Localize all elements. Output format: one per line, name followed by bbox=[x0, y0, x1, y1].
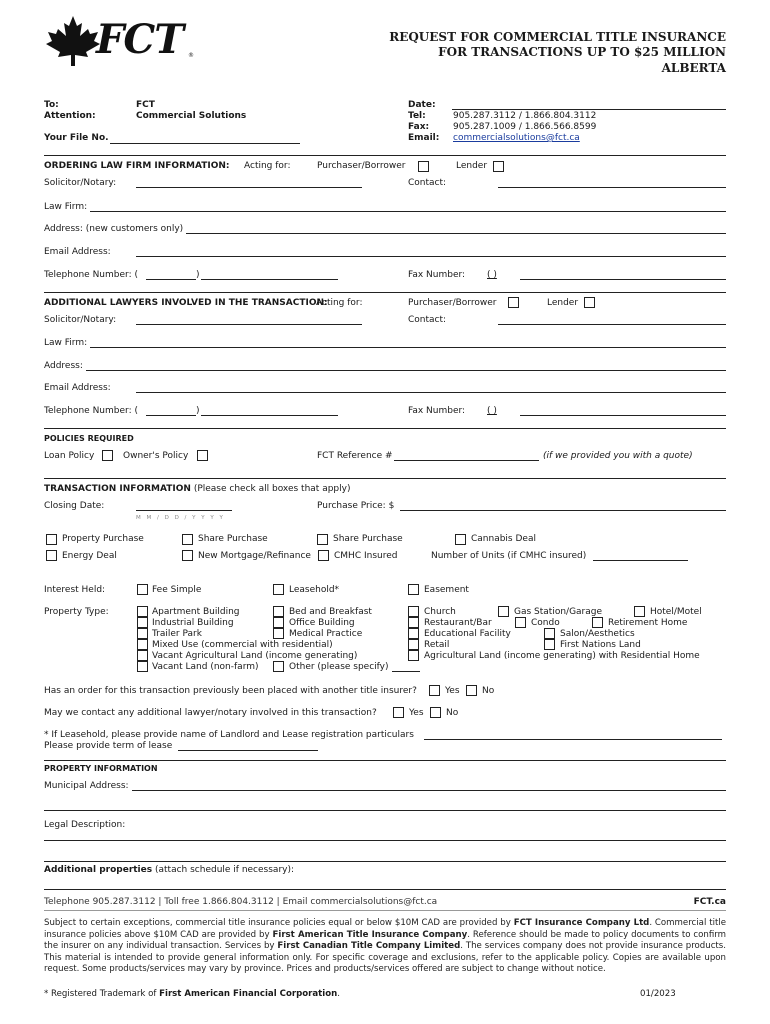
new-mortgage-checkbox[interactable] bbox=[182, 550, 193, 561]
disclaimer-part-4: . The services company does not provide insurance products. This material is intended to provide general information only. For specific coverage and exclusions, refer to the applicable policy. Copies are available upon request. Some products/services may vary by province. Prices and products/services offered are subject to change without notice. bbox=[44, 941, 727, 975]
leasehold-particulars-field[interactable] bbox=[424, 739, 722, 740]
vacant-nonfarm-label: Vacant Land (non-farm) bbox=[152, 662, 259, 672]
first-nations-checkbox[interactable] bbox=[544, 639, 555, 650]
contact-lawyer-question: May we contact any additional lawyer/notary involved in this transaction? bbox=[44, 708, 377, 718]
fax-label: Fax: bbox=[408, 122, 430, 132]
additional-acting-for: Acting for: bbox=[316, 298, 363, 308]
ordering-contact-label: Contact: bbox=[408, 178, 447, 188]
date-label: Date: bbox=[408, 100, 436, 110]
trailer-checkbox[interactable] bbox=[137, 628, 148, 639]
fax-value: 905.287.1009 / 1.866.566.8599 bbox=[453, 122, 597, 132]
section-divider bbox=[44, 155, 726, 156]
to-value: FCT bbox=[136, 100, 155, 110]
tel-label: Tel: bbox=[408, 111, 426, 121]
church-checkbox[interactable] bbox=[408, 606, 419, 617]
property-purchase-label: Property Purchase bbox=[62, 534, 144, 544]
ordering-contact-field[interactable] bbox=[498, 187, 726, 188]
ordering-solicitor-field[interactable] bbox=[136, 187, 362, 188]
disclaimer-part-3: . Reference should be made to policy documents to confirm the insurer on any individual transaction. Services by bbox=[44, 929, 727, 952]
gas-station-checkbox[interactable] bbox=[498, 606, 509, 617]
easement-label: Easement bbox=[424, 585, 469, 595]
ordering-telephone-label: Telephone Number: ( bbox=[44, 270, 138, 280]
owner-policy-label: Owner's Policy bbox=[123, 451, 189, 461]
contact-lawyer-yes-checkbox[interactable] bbox=[393, 707, 404, 718]
form-title-line2: FOR TRANSACTIONS UP TO $25 MILLION bbox=[438, 45, 726, 59]
cmhc-insured-label: CMHC Insured bbox=[334, 551, 398, 561]
footer-disclaimer bbox=[44, 918, 726, 976]
additional-solicitor-field[interactable] bbox=[136, 324, 362, 325]
additional-lawfirm-label: Law Firm: bbox=[44, 338, 88, 348]
additional-fax-area[interactable]: ( ) bbox=[487, 406, 497, 416]
hotel-label: Hotel/Motel bbox=[650, 607, 702, 617]
ordering-lawfirm-field[interactable] bbox=[90, 211, 726, 212]
email-link[interactable]: commercialsolutions@fct.ca bbox=[453, 133, 580, 143]
property-heading: PROPERTY INFORMATION bbox=[44, 764, 158, 773]
energy-deal-label: Energy Deal bbox=[62, 551, 117, 561]
first-nations-label: First Nations Land bbox=[560, 640, 641, 650]
vacant-nonfarm-checkbox[interactable] bbox=[137, 661, 148, 672]
lease-term-label: Please provide term of lease bbox=[44, 741, 173, 751]
ordering-solicitor-label: Solicitor/Notary: bbox=[44, 178, 117, 188]
vacant-ag-label: Vacant Agricultural Land (income generating) bbox=[152, 651, 358, 661]
retail-label: Retail bbox=[424, 640, 450, 650]
additional-properties-field[interactable] bbox=[44, 889, 726, 890]
gas-station-label: Gas Station/Garage bbox=[514, 607, 603, 617]
share-purchase-2-checkbox[interactable] bbox=[317, 534, 328, 545]
other-checkbox[interactable] bbox=[273, 661, 284, 672]
mixed-use-checkbox[interactable] bbox=[137, 639, 148, 650]
additional-solicitor-label: Solicitor/Notary: bbox=[44, 315, 117, 325]
date-field[interactable] bbox=[452, 109, 726, 110]
additional-address-field[interactable] bbox=[86, 370, 726, 371]
share-purchase-2-label: Share Purchase bbox=[333, 534, 403, 544]
retirement-checkbox[interactable] bbox=[592, 617, 603, 628]
cmhc-insured-checkbox[interactable] bbox=[318, 550, 329, 561]
additional-lender-checkbox[interactable] bbox=[584, 297, 595, 308]
footer-contact-line: Telephone 905.287.3112 | Toll free 1.866.804.3112 | Email commercialsolutions@fct.ca bbox=[44, 897, 438, 907]
hotel-checkbox[interactable] bbox=[634, 606, 645, 617]
fee-simple-checkbox[interactable] bbox=[137, 584, 148, 595]
additional-telephone-label: Telephone Number: ( bbox=[44, 406, 138, 416]
municipal-address-field-2[interactable] bbox=[44, 810, 726, 811]
ag-residential-label: Agricultural Land (income generating) with Residential Home bbox=[424, 651, 700, 661]
ordering-address-label: Address: (new customers only) bbox=[44, 224, 184, 234]
trademark-end: . bbox=[337, 989, 340, 999]
bnb-checkbox[interactable] bbox=[273, 606, 284, 617]
office-label: Office Building bbox=[289, 618, 355, 628]
section-divider bbox=[44, 428, 726, 429]
ag-residential-checkbox[interactable] bbox=[408, 650, 419, 661]
previous-insurer-no-checkbox[interactable] bbox=[466, 685, 477, 696]
loan-policy-checkbox[interactable] bbox=[102, 450, 113, 461]
additional-purchaser-checkbox[interactable] bbox=[508, 297, 519, 308]
additional-telephone-field[interactable] bbox=[201, 415, 338, 416]
additional-fax-field[interactable] bbox=[520, 415, 726, 416]
maple-leaf-logo-icon bbox=[44, 14, 102, 66]
legal-description-field[interactable] bbox=[44, 840, 726, 841]
additional-telephone-paren: ) bbox=[196, 406, 200, 416]
trademark-company: First American Financial Corporation bbox=[159, 989, 338, 999]
apartment-checkbox[interactable] bbox=[137, 606, 148, 617]
logo-text: FCT bbox=[96, 16, 183, 63]
form-title-line3: ALBERTA bbox=[661, 61, 726, 75]
previous-insurer-question: Has an order for this transaction previously been placed with another title insurer? bbox=[44, 686, 417, 696]
office-checkbox[interactable] bbox=[273, 617, 284, 628]
disclaimer-part-1: Subject to certain exceptions, commercial title insurance policies equal or below $10M CAD are provided by bbox=[44, 918, 511, 928]
ordering-fax-field[interactable] bbox=[520, 279, 726, 280]
disclaimer-fct-insurance: FCT Insurance Company Ltd bbox=[513, 918, 650, 928]
purchase-price-label: Purchase Price: $ bbox=[317, 501, 395, 511]
leasehold-checkbox[interactable] bbox=[273, 584, 284, 595]
salon-checkbox[interactable] bbox=[544, 628, 555, 639]
industrial-label: Industrial Building bbox=[152, 618, 234, 628]
file-number-label: Your File No. bbox=[44, 133, 109, 143]
additional-telephone-area-field[interactable] bbox=[146, 415, 196, 416]
salon-label: Salon/Aesthetics bbox=[560, 629, 635, 639]
ordering-purchaser-label: Purchaser/Borrower bbox=[317, 161, 406, 171]
other-specify-field[interactable] bbox=[392, 671, 420, 672]
municipal-address-label: Municipal Address: bbox=[44, 781, 129, 791]
condo-checkbox[interactable] bbox=[515, 617, 526, 628]
ordering-telephone-paren: ) bbox=[196, 270, 200, 280]
leasehold-label: Leasehold* bbox=[289, 585, 340, 595]
education-label: Educational Facility bbox=[424, 629, 511, 639]
medical-checkbox[interactable] bbox=[273, 628, 284, 639]
attention-value: Commercial Solutions bbox=[136, 111, 247, 121]
additional-fax-label: Fax Number: bbox=[408, 406, 466, 416]
retail-checkbox[interactable] bbox=[408, 639, 419, 650]
church-label: Church bbox=[424, 607, 456, 617]
legal-description-label: Legal Description: bbox=[44, 820, 126, 830]
fct-reference-field[interactable] bbox=[394, 460, 539, 461]
transaction-heading: TRANSACTION INFORMATION bbox=[44, 484, 191, 494]
condo-label: Condo bbox=[531, 618, 560, 628]
additional-lawfirm-field[interactable] bbox=[90, 347, 726, 348]
ordering-lender-label: Lender bbox=[456, 161, 488, 171]
medical-label: Medical Practice bbox=[289, 629, 363, 639]
previous-insurer-yes-label: Yes bbox=[445, 686, 460, 696]
additional-properties-wrap bbox=[44, 865, 294, 875]
apartment-label: Apartment Building bbox=[152, 607, 240, 617]
other-label: Other (please specify) bbox=[289, 662, 389, 672]
restaurant-label: Restaurant/Bar bbox=[424, 618, 492, 628]
industrial-checkbox[interactable] bbox=[137, 617, 148, 628]
transaction-heading-wrap bbox=[44, 484, 350, 494]
tel-value: 905.287.3112 / 1.866.804.3112 bbox=[453, 111, 597, 121]
section-divider bbox=[44, 760, 726, 761]
leasehold-note: * If Leasehold, please provide name of Landlord and Lease registration particulars bbox=[44, 730, 414, 740]
bnb-label: Bed and Breakfast bbox=[289, 607, 372, 617]
previous-insurer-yes-checkbox[interactable] bbox=[429, 685, 440, 696]
lease-term-field[interactable] bbox=[178, 750, 318, 751]
energy-deal-checkbox[interactable] bbox=[46, 550, 57, 561]
disclaimer-first-canadian-title: First Canadian Title Company Limited bbox=[277, 941, 461, 952]
additional-contact-field[interactable] bbox=[498, 324, 726, 325]
ordering-address-field[interactable] bbox=[186, 233, 726, 234]
interest-held-label: Interest Held: bbox=[44, 585, 106, 595]
contact-lawyer-no-label: No bbox=[446, 708, 459, 718]
trademark-note-wrap bbox=[44, 989, 340, 999]
ordering-email-field[interactable] bbox=[136, 256, 726, 257]
transaction-heading-note: (Please check all boxes that apply) bbox=[193, 484, 351, 494]
to-label: To: bbox=[44, 100, 59, 110]
vacant-ag-checkbox[interactable] bbox=[137, 650, 148, 661]
ordering-lawfirm-label: Law Firm: bbox=[44, 202, 88, 212]
additional-address-label: Address: bbox=[44, 361, 83, 371]
ordering-heading: ORDERING LAW FIRM INFORMATION: bbox=[44, 161, 230, 171]
ordering-email-label: Email Address: bbox=[44, 247, 111, 257]
file-number-field[interactable] bbox=[110, 143, 300, 144]
disclaimer-part-2: . Commercial title insurance policies above $10M CAD are provided by bbox=[44, 918, 726, 940]
attention-label: Attention: bbox=[44, 111, 96, 121]
closing-date-hint: M M / D D / Y Y Y Y bbox=[136, 515, 225, 521]
contact-lawyer-no-checkbox[interactable] bbox=[430, 707, 441, 718]
contact-lawyer-yes-label: Yes bbox=[409, 708, 424, 718]
share-purchase-checkbox[interactable] bbox=[182, 534, 193, 545]
legal-description-field-2[interactable] bbox=[44, 861, 726, 862]
additional-purchaser-label: Purchaser/Borrower bbox=[408, 298, 497, 308]
property-type-label: Property Type: bbox=[44, 607, 109, 617]
trademark-note: * Registered Trademark of bbox=[44, 989, 157, 999]
ordering-lender-checkbox[interactable] bbox=[493, 161, 504, 172]
section-divider bbox=[44, 292, 726, 293]
closing-date-label: Closing Date: bbox=[44, 501, 105, 511]
fct-reference-label: FCT Reference # bbox=[317, 451, 393, 461]
new-mortgage-label: New Mortgage/Refinance bbox=[198, 551, 311, 561]
email-label: Email: bbox=[408, 133, 440, 143]
additional-email-label: Email Address: bbox=[44, 383, 111, 393]
cannabis-deal-checkbox[interactable] bbox=[455, 534, 466, 545]
ordering-fax-label: Fax Number: bbox=[408, 270, 466, 280]
form-title-line1: REQUEST FOR COMMERCIAL TITLE INSURANCE bbox=[389, 30, 726, 44]
fct-reference-note: (if we provided you with a quote) bbox=[543, 451, 693, 461]
additional-email-field[interactable] bbox=[136, 392, 726, 393]
previous-insurer-no-label: No bbox=[482, 686, 495, 696]
additional-properties-note: (attach schedule if necessary): bbox=[154, 865, 295, 875]
additional-heading: ADDITIONAL LAWYERS INVOLVED IN THE TRANSACTION: bbox=[44, 298, 328, 308]
cannabis-deal-label: Cannabis Deal bbox=[471, 534, 536, 544]
fee-simple-label: Fee Simple bbox=[152, 585, 202, 595]
property-purchase-checkbox[interactable] bbox=[46, 534, 57, 545]
footer-divider bbox=[44, 910, 726, 911]
ordering-acting-for: Acting for: bbox=[244, 161, 291, 171]
ordering-fax-area[interactable]: ( ) bbox=[487, 270, 497, 280]
additional-lender-label: Lender bbox=[547, 298, 579, 308]
ordering-telephone-area-field[interactable] bbox=[146, 279, 196, 280]
restaurant-checkbox[interactable] bbox=[408, 617, 419, 628]
footer-website-link[interactable]: FCT.ca bbox=[693, 897, 726, 907]
owner-policy-checkbox[interactable] bbox=[197, 450, 208, 461]
closing-date-field[interactable] bbox=[136, 510, 232, 511]
mixed-use-label: Mixed Use (commercial with residential) bbox=[152, 640, 333, 650]
share-purchase-label: Share Purchase bbox=[198, 534, 268, 544]
policies-heading: POLICIES REQUIRED bbox=[44, 434, 134, 443]
units-field[interactable] bbox=[593, 560, 688, 561]
purchase-price-field[interactable] bbox=[400, 510, 726, 511]
additional-contact-label: Contact: bbox=[408, 315, 447, 325]
education-checkbox[interactable] bbox=[408, 628, 419, 639]
units-label: Number of Units (if CMHC insured) bbox=[431, 551, 587, 561]
disclaimer-first-american-title: First American Title Insurance Company bbox=[272, 929, 468, 940]
ordering-purchaser-checkbox[interactable] bbox=[418, 161, 429, 172]
form-date: 01/2023 bbox=[640, 989, 676, 999]
retirement-label: Retirement Home bbox=[608, 618, 688, 628]
logo-trademark: ® bbox=[188, 52, 194, 59]
trailer-label: Trailer Park bbox=[152, 629, 202, 639]
ordering-telephone-field[interactable] bbox=[201, 279, 338, 280]
additional-properties-label: Additional properties bbox=[44, 865, 153, 875]
municipal-address-field[interactable] bbox=[132, 790, 726, 791]
loan-policy-label: Loan Policy bbox=[44, 451, 95, 461]
section-divider bbox=[44, 478, 726, 479]
easement-checkbox[interactable] bbox=[408, 584, 419, 595]
